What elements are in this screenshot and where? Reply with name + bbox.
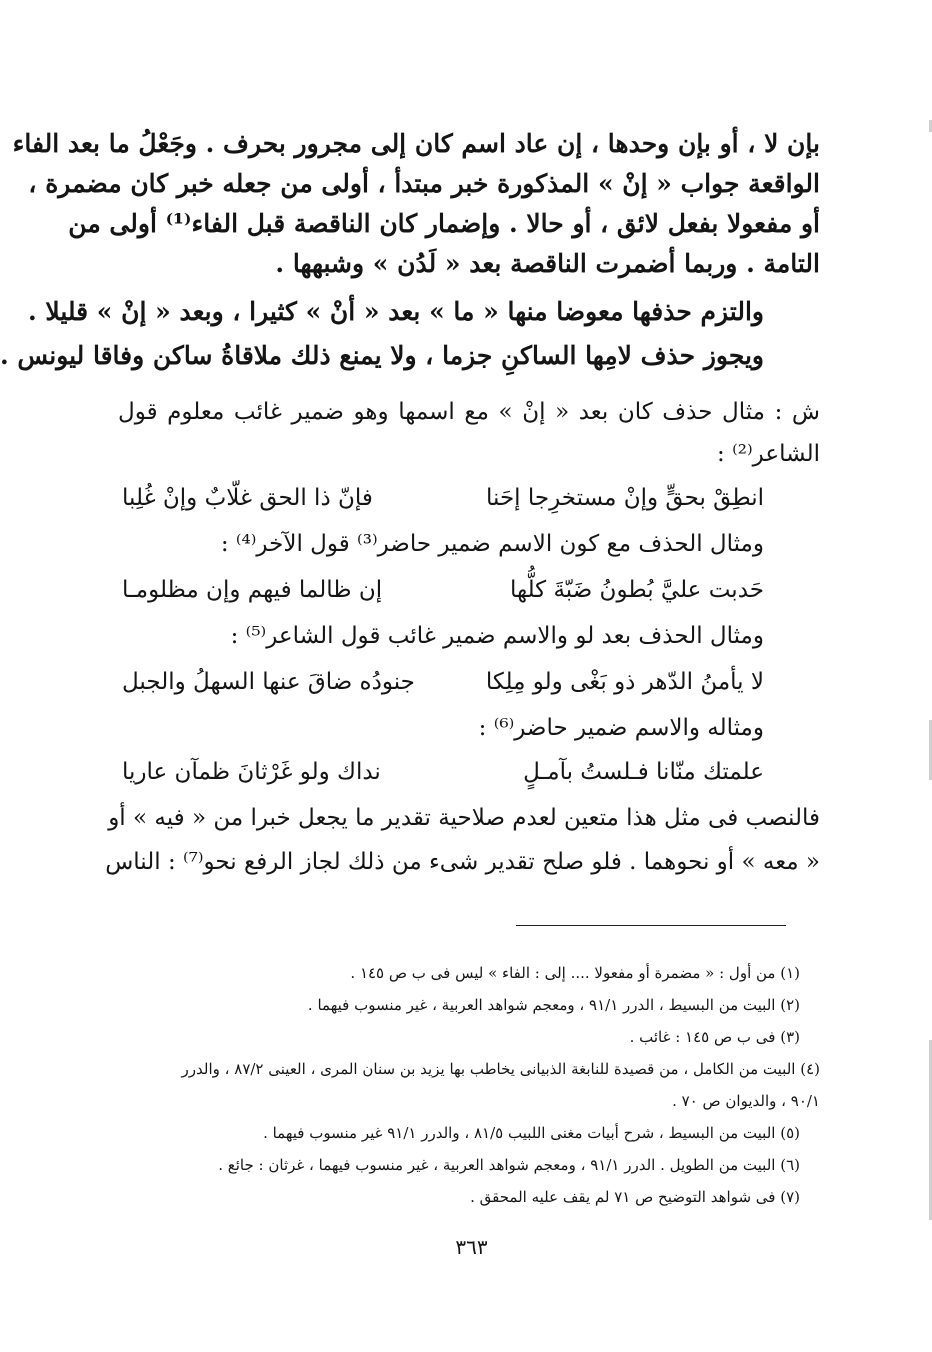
footnote: (١) من أول : « مضمرة أو مفعولا .... إلى : الفاء » ليس فى ب ص ١٤٥ . xyxy=(350,964,800,982)
footnote-divider xyxy=(516,925,786,926)
commentary-line: فالنصب فى مثل هذا متعين لعدم صلاحية تقدير ما يجعل خبرا من « فيه » أو xyxy=(108,805,820,831)
footnote: (٣) فى ب ص ١٤٥ : غائب . xyxy=(629,1028,800,1046)
body-line: والتزم حذفها معوضا منها « ما » بعد « أنْ » كثيرا ، وبعد « إنْ » قليلا . xyxy=(28,297,764,326)
footnote: (٤) البيت من الكامل ، من قصيدة للنابغة الذبيانى يخاطب بها يزيد بن سنان المرى ، العينى ٨٧/٢ ، والدرر xyxy=(181,1060,820,1078)
verse-first-hemistich: لا يأمنُ الدّهر ذو بَغْى ولو مِلِكا xyxy=(485,669,764,695)
verse-second-hemistich: جنودُه ضاقَ عنها السهلُ والجبل xyxy=(122,669,415,695)
verse-second-hemistich: نداك ولو غَرْثانَ ظمآن عاريا xyxy=(122,759,381,785)
commentary-line: « معه » أو نحوهما . فلو صلح تقدير شىء من ذلك لجاز الرفع نحو⁽⁷⁾ : الناس xyxy=(105,849,820,875)
commentary-line: ومثال الحذف مع كون الاسم ضمير حاضر⁽³⁾ قول الآخر⁽⁴⁾ : xyxy=(220,531,764,557)
page-number: ٣٦٣ xyxy=(455,1235,488,1259)
commentary-line: الشاعر⁽²⁾ : xyxy=(717,441,820,467)
body-line: ويجوز حذف لامِها الساكنِ جزما ، ولا يمنع ذلك ملاقاةُ ساكن وفاقا ليونس . xyxy=(0,341,764,370)
body-line: أو مفعولا بفعل لائق ، أو حالا . وإضمار كان الناقصة قبل الفاء⁽¹⁾ أولى من xyxy=(68,209,820,238)
commentary-line: ومثاله والاسم ضمير حاضر⁽⁶⁾ : xyxy=(478,715,764,741)
verse-second-hemistich: فإنّ ذا الحق غلّابٌ وإنْ غُلِبا xyxy=(122,485,373,511)
verse-first-hemistich: علمتك منّانا فـلستُ بآمـلٍ xyxy=(523,759,764,785)
body-line: بإن لا ، أو بإن وحدها ، إن عاد اسم كان إلى مجرور بحرف . وجَعْلُ ما بعد الفاء xyxy=(12,129,820,158)
commentary-line: ش : مثال حذف كان بعد « إنْ » مع اسمها وهو ضمير غائب معلوم قول xyxy=(118,399,820,425)
footnote: (٥) البيت من البسيط ، شرح أبيات مغنى اللبيب ٨١/٥ ، والدرر ٩١/١ غير منسوب فيهما . xyxy=(263,1124,800,1142)
footnote: (٧) فى شواهد التوضيح ص ٧١ لم يقف عليه المحقق . xyxy=(470,1188,800,1206)
footnote: (٢) البيت من البسيط ، الدرر ٩١/١ ، ومعجم شواهد العربية ، غير منسوب فيهما . xyxy=(307,996,800,1014)
footnote-continuation: ٩٠/١ ، والديوان ص ٧٠ . xyxy=(672,1092,820,1110)
footnote: (٦) البيت من الطويل . الدرر ٩١/١ ، ومعجم شواهد العربية ، غير منسوب فيهما ، غرثان : جائع . xyxy=(218,1156,800,1174)
verse-first-hemistich: حَدبت عليَّ بُطونُ ضَبّةَ كلُّها xyxy=(509,577,764,603)
verse-first-hemistich: انطِقْ بحقٍّ وإنْ مستخرِجا إحَنا xyxy=(486,485,764,511)
body-line: الواقعة جواب « إنْ » المذكورة خبر مبتدأ ، أولى من جعله خبر كان مضمرة ، xyxy=(28,169,820,198)
body-line: التامة . وربما أضمرت الناقصة بعد « لَدُن » وشبهها . xyxy=(275,249,820,278)
verse-second-hemistich: إن ظالما فيهم وإن مظلومـا xyxy=(122,577,383,603)
commentary-line: ومثال الحذف بعد لو والاسم ضمير غائب قول الشاعر⁽⁵⁾ : xyxy=(230,623,764,649)
